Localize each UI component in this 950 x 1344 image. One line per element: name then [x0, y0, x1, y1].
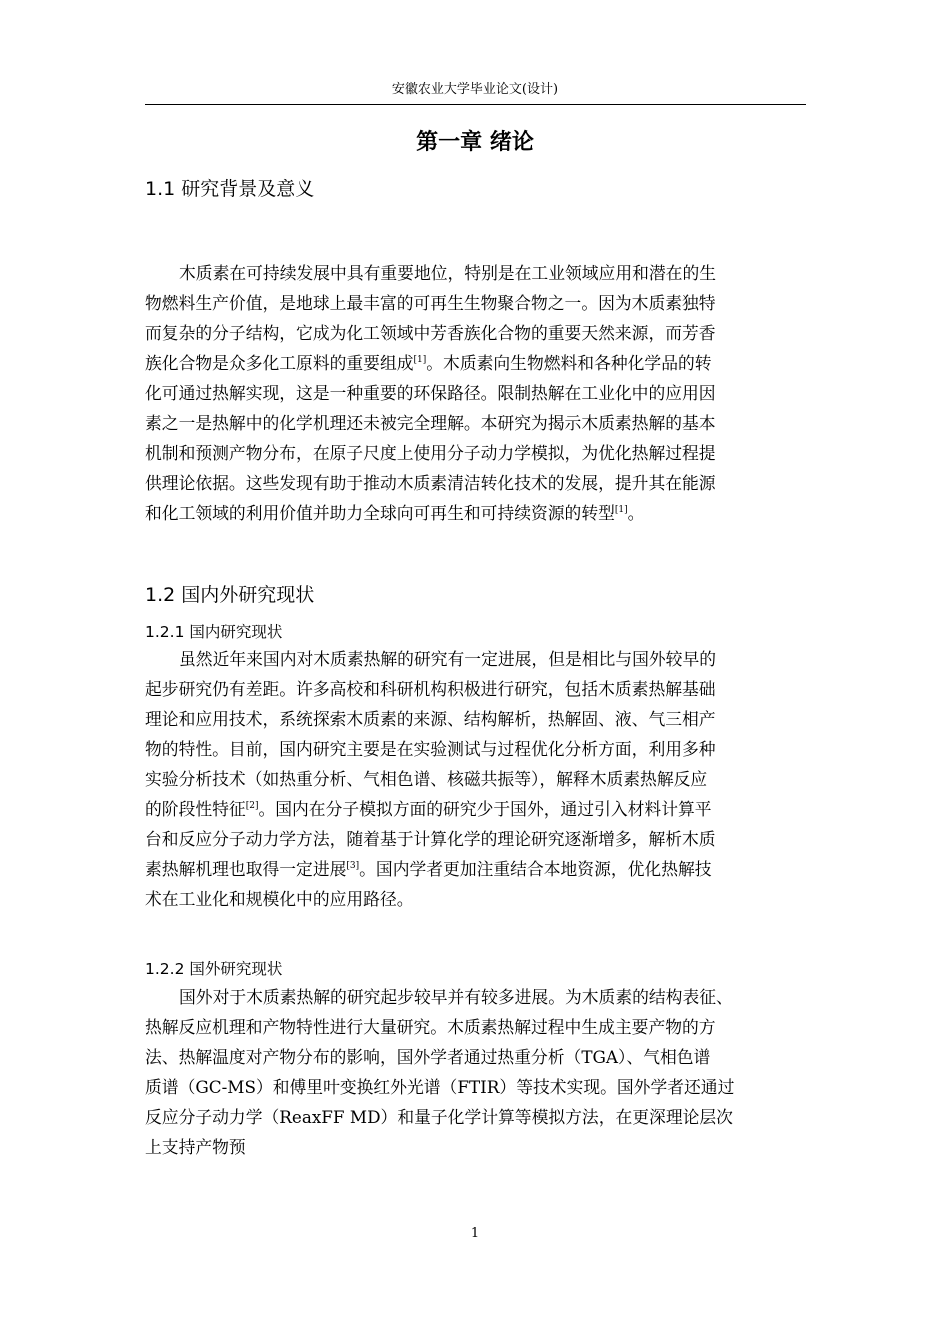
text-line: 供理论依据。这些发现有助于推动木质素清洁转化技术的发展，提升其在能源: [145, 473, 716, 493]
text-line: 起步研究仍有差距。许多高校和科研机构积极进行研究，包括木质素热解基础: [145, 679, 716, 699]
section-heading-1-1: 1.1 研究背景及意义: [145, 178, 315, 200]
text-line: 上支持产物预: [145, 1137, 246, 1157]
text-line: 质谱（GC-MS）和傅里叶变换红外光谱（FTIR）等技术实现。国外学者还通过: [145, 1077, 735, 1097]
text-line: 法、热解温度对产物分布的影响，国外学者通过热重分析（TGA）、气相色谱: [145, 1047, 711, 1067]
citation-marker: [3]: [346, 861, 360, 871]
paragraph-1-2-1: [145, 644, 810, 914]
page-number: 1: [470, 1226, 480, 1241]
text-line: 物燃料生产价值，是地球上最丰富的可再生生物聚合物之一。因为木质素独特: [145, 293, 716, 313]
running-header: 安徽农业大学毕业论文(设计): [391, 82, 559, 97]
text-line: [145, 794, 810, 824]
text-line: 国外对于木质素热解的研究起步较早并有较多进展。为木质素的结构表征、: [179, 987, 733, 1007]
text-line: 素之一是热解中的化学机理还未被完全理解。本研究为揭示木质素热解的基本: [145, 413, 716, 433]
text-segment: 和化工领域的利用价值并助力全球向可再生和可持续资源的转型: [145, 503, 615, 523]
text-line: 实验分析技术（如热重分析、气相色谱、核磁共振等），解释木质素热解反应: [145, 769, 708, 789]
text-segment: 族化合物是众多化工原料的重要组成: [145, 353, 414, 373]
section-heading-1-2: 1.2 国内外研究现状: [145, 584, 315, 606]
text-segment: 。国内学者更加注重结合本地资源，优化热解技: [359, 859, 712, 879]
citation-marker: [1]: [614, 505, 628, 515]
paragraph-1-1: [145, 258, 810, 528]
subsection-heading-1-2-2: 1.2.2 国外研究现状: [145, 960, 283, 978]
header-rule: [145, 104, 806, 105]
text-line: 理论和应用技术，系统探索木质素的来源、结构解析，热解固、液、气三相产: [145, 709, 716, 729]
text-line: 虽然近年来国内对木质素热解的研究有一定进展，但是相比与国外较早的: [179, 649, 717, 669]
text-line: [145, 498, 810, 528]
text-line: 化可通过热解实现，这是一种重要的环保路径。限制热解在工业化中的应用因: [145, 383, 716, 403]
text-line: 机制和预测产物分布，在原子尺度上使用分子动力学模拟，为优化热解过程提: [145, 443, 716, 463]
text-line: 反应分子动力学（ReaxFF MD）和量子化学计算等模拟方法，在更深理论层次: [145, 1107, 733, 1127]
citation-marker: [2]: [245, 801, 259, 811]
text-segment: 。国内在分子模拟方面的研究少于国外，通过引入材料计算平: [258, 799, 712, 819]
citation-marker: [1]: [413, 355, 427, 365]
text-line: 热解反应机理和产物特性进行大量研究。木质素热解过程中生成主要产物的方: [145, 1017, 716, 1037]
text-segment: 。: [627, 503, 645, 523]
text-segment: 。木质素向生物燃料和各种化学品的转: [426, 353, 712, 373]
paragraph-1-2-2: [145, 982, 810, 1162]
chapter-title: 第一章 绪论: [416, 130, 534, 155]
text-line: 而复杂的分子结构，它成为化工领域中芳香族化合物的重要天然来源，而芳香: [145, 323, 716, 343]
text-line: [145, 854, 810, 884]
text-segment: 素热解机理也取得一定进展: [145, 859, 347, 879]
text-line: 物的特性。目前，国内研究主要是在实验测试与过程优化分析方面，利用多种: [145, 739, 716, 759]
subsection-heading-1-2-1: 1.2.1 国内研究现状: [145, 623, 283, 641]
text-segment: 的阶段性特征: [145, 799, 246, 819]
text-line: 术在工业化和规模化中的应用路径。: [145, 889, 414, 909]
text-line: 台和反应分子动力学方法，随着基于计算化学的理论研究逐渐增多，解析木质: [145, 829, 716, 849]
text-line: [145, 348, 810, 378]
text-line: 木质素在可持续发展中具有重要地位，特别是在工业领域应用和潜在的生: [179, 263, 717, 283]
